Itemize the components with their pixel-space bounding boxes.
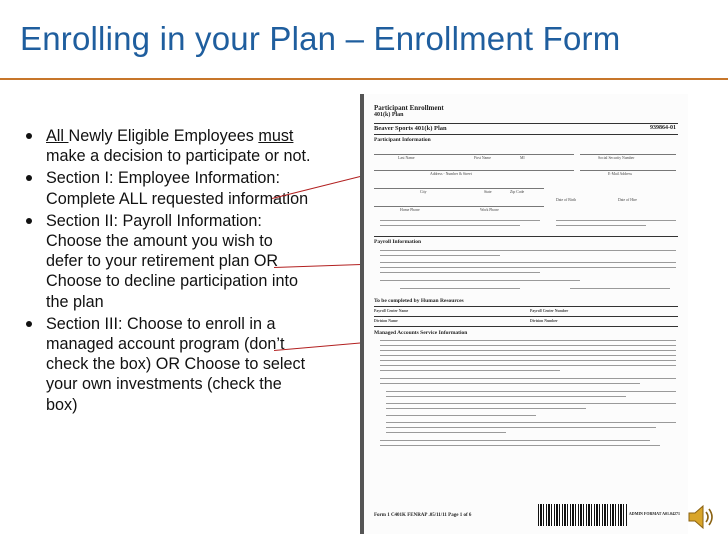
barcode (538, 504, 628, 526)
label-mi: MI (520, 156, 525, 160)
bullet-dot-icon (26, 175, 32, 181)
form-fine-print (380, 262, 676, 263)
emphasis-must: must (258, 127, 294, 145)
form-divider (374, 134, 678, 135)
bullet-item (22, 126, 312, 166)
form-fine-print (380, 355, 676, 356)
bullet-dot-icon (26, 133, 32, 139)
label-payroll-center-number: Payroll Center Number (530, 309, 569, 313)
label-zip: Zip Code (510, 190, 525, 194)
bullet-list (22, 126, 312, 417)
form-fine-print (380, 340, 676, 341)
speaker-icon[interactable] (684, 500, 718, 534)
label-payroll-center-name: Payroll Center Name (374, 309, 409, 313)
form-fine-print (380, 250, 676, 251)
enrollment-form-image (360, 94, 688, 534)
form-fine-print (380, 255, 500, 256)
title-divider (0, 78, 728, 80)
label-division-name: Division Name (374, 319, 398, 323)
form-fine-print (380, 225, 520, 226)
label-dob: Date of Birth (556, 198, 577, 202)
form-fine-print (386, 427, 656, 428)
form-section1-title: Participant Information (374, 137, 431, 143)
form-fine-print (380, 220, 540, 221)
bullet-text: Section III: Choose to enroll in a managed account program (don’t check the box) OR Choose to select your own investments (check the box) (46, 314, 306, 414)
form-fine-print (386, 415, 536, 416)
form-fine-print (380, 378, 676, 379)
form-section2-title: Payroll Information (374, 239, 422, 245)
form-fine-print (380, 383, 640, 384)
emphasis-all: All (46, 127, 69, 145)
form-fine-print (386, 422, 676, 423)
form-subheading: 401(k) Plan (374, 112, 404, 118)
form-field-line (580, 170, 676, 171)
bullet-dot-icon (26, 218, 32, 224)
form-fine-print (386, 396, 626, 397)
form-field-line (580, 154, 676, 155)
form-fine-print (570, 288, 670, 289)
form-fine-print (400, 288, 520, 289)
form-fine-print (380, 272, 540, 273)
bullet-item (22, 211, 312, 312)
form-footer-right: ADMIN FORMAT A01.04271 (628, 511, 680, 516)
form-fine-print (380, 350, 676, 351)
label-city: City (420, 190, 427, 194)
bullet-text: Section I: Employee Information: Complete ALL requested information (46, 169, 309, 208)
form-divider (374, 236, 678, 237)
form-fine-print (556, 225, 646, 226)
form-field-line (374, 170, 574, 171)
form-fine-print (380, 365, 676, 366)
form-hr-title: To be completed by Human Resources (374, 298, 464, 304)
label-work-phone: Work Phone (480, 208, 499, 212)
bullet-text: make a decision to participate or not. (46, 147, 311, 166)
label-address: Address - Number & Street (430, 172, 472, 176)
bullet-dot-icon (26, 321, 32, 327)
label-hire: Date of Hire (618, 198, 637, 202)
form-divider (374, 316, 678, 317)
form-fine-print (556, 220, 676, 221)
form-fine-print (380, 440, 650, 441)
form-fine-print (380, 280, 580, 281)
form-fine-print (386, 403, 676, 404)
label-ssn: Social Security Number (598, 156, 635, 160)
form-fine-print (380, 370, 560, 371)
bullet-text: Section II: Payroll Information: Choose the amount you wish to defer to your retirement plan OR Choose to decline participation into the plan (46, 211, 298, 311)
form-field-line (374, 188, 544, 189)
label-state: State (484, 190, 492, 194)
scan-edge (360, 94, 364, 534)
form-field-line (374, 206, 544, 207)
label-first-name: First Name (474, 156, 491, 160)
form-divider (374, 123, 678, 124)
label-email: E-Mail Address (608, 172, 632, 176)
form-fine-print (380, 360, 676, 361)
bullet-item (22, 168, 312, 208)
form-divider (374, 326, 678, 327)
form-fine-print (386, 432, 506, 433)
bullet-item (22, 314, 312, 415)
label-division-number: Division Number (530, 319, 558, 323)
form-fine-print (386, 408, 586, 409)
label-home-phone: Home Phone (400, 208, 420, 212)
label-last-name: Last Name (398, 156, 415, 160)
form-plan-name: Beaver Sports 401(k) Plan (374, 125, 447, 132)
form-section3-title: Managed Accounts Service Information (374, 330, 468, 336)
form-footer: Form 1 C401K FENRAP .05/11/11 Page 1 of 6 (374, 513, 472, 518)
form-fine-print (380, 445, 660, 446)
bullet-text: Newly Eligible Employees (68, 127, 259, 145)
form-fine-print (380, 345, 676, 346)
form-fine-print (380, 267, 676, 268)
slide-title: Enrolling in your Plan – Enrollment Form (20, 20, 621, 57)
form-heading: Participant Enrollment (374, 104, 444, 112)
form-fine-print (386, 391, 676, 392)
form-divider (374, 306, 678, 307)
form-field-line (374, 154, 574, 155)
form-plan-number: 939864-01 (650, 125, 676, 131)
